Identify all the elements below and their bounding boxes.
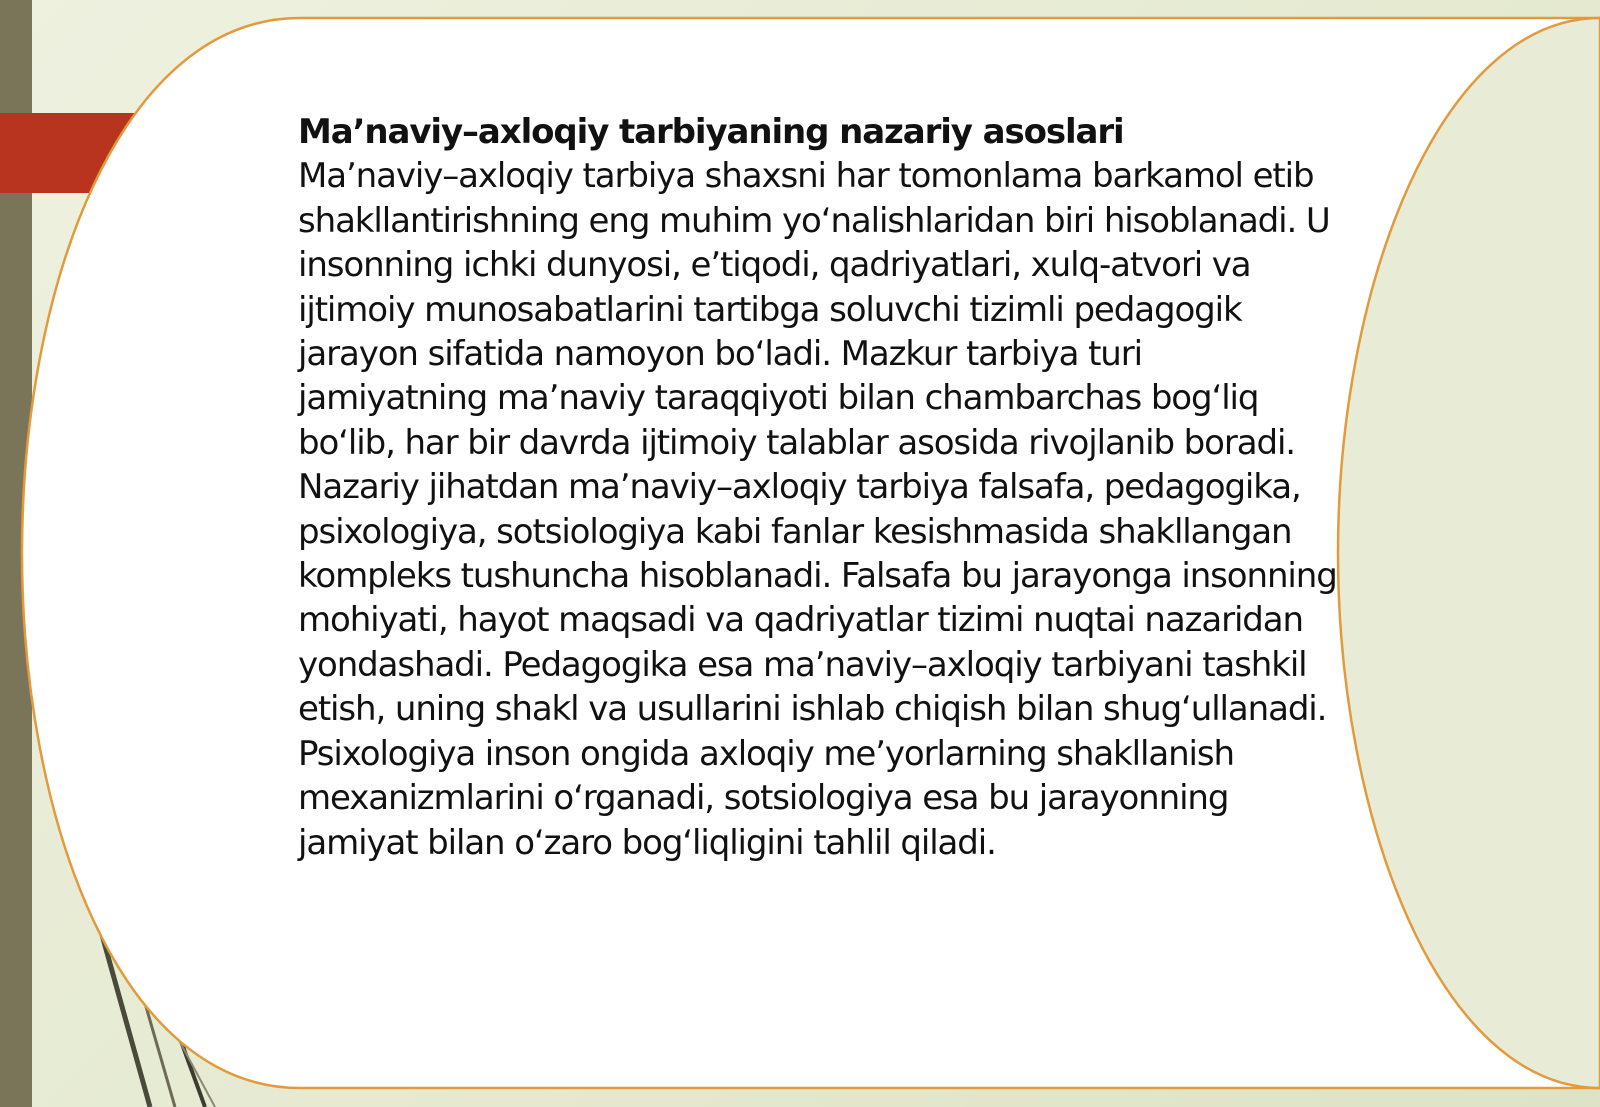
slide-text	[298, 110, 1338, 865]
paragraph-2: Nazariy jihatdan ma’naviy–axloqiy tarbiya falsafa, pedagogika, psixologiya, sotsiologiya kabi fanlar kesishmasida shakllangan kompleks tushuncha hisoblanadi. Falsafa bu jarayonga insonning mohiyati, hayot maqsadi va qadriyatlar tizimi nuqtai nazaridan yondashadi. Pedagogika esa ma’naviy–axloqiy tarbiyani tashkil etish, uning shakl va usullarini ishlab chiqish bilan shug‘ullanadi. Psixologiya inson ongida axloqiy me’yorlarning shakllanish mexanizmlarini o‘rganadi, sotsiologiya esa bu jarayonning jamiyat bilan o‘zaro bog‘liqligini tahlil qiladi.	[298, 467, 1337, 863]
paragraph-1: Ma’naviy–axloqiy tarbiya shaxsni har tomonlama barkamol etib shakllantirishning eng muhim yo‘nalishlaridan biri hisoblanadi. U insonning ichki dunyosi, e’tiqodi, qadriyatlari, xulq-atvori va ijtimoiy munosabatlarini tartibga soluvchi tizimli pedagogik jarayon sifatida namoyon bo‘ladi. Mazkur tarbiya turi jamiyatning ma’naviy taraqqiyoti bilan chambarchas bog‘liq bo‘lib, har bir davrda ijtimoiy talablar asosida rivojlanib boradi.	[298, 156, 1330, 463]
slide-heading: Ma’naviy–axloqiy tarbiyaning nazariy asoslari	[298, 112, 1124, 152]
